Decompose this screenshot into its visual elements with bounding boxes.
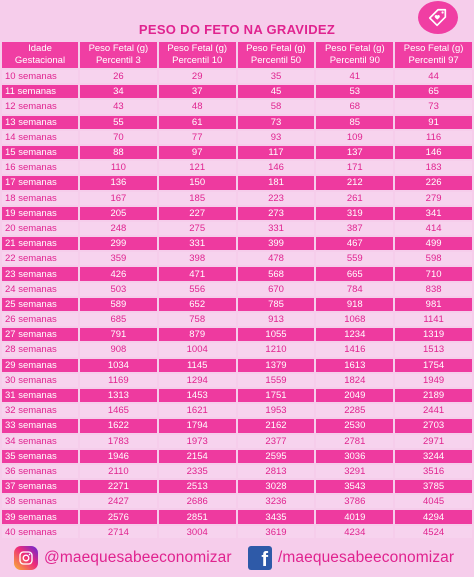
- weight-cell: 1621: [159, 404, 236, 417]
- table-row: [2, 343, 472, 356]
- weight-cell: 2851: [159, 510, 236, 523]
- weight-cell: 3291: [316, 465, 393, 478]
- table-row: [2, 161, 472, 174]
- weight-cell: 499: [395, 237, 472, 250]
- table-row: [2, 192, 472, 205]
- weight-cell: 185: [159, 192, 236, 205]
- weight-cell: 399: [238, 237, 315, 250]
- weight-cell: 1953: [238, 404, 315, 417]
- table-row: [2, 207, 472, 220]
- table-row: [2, 480, 472, 493]
- instagram-handle: @maequesabeeconomizar: [44, 549, 232, 566]
- weight-cell: 838: [395, 283, 472, 296]
- weight-cell: 426: [80, 267, 157, 280]
- table-row: [2, 359, 472, 372]
- gestational-age-cell: 11 semanas: [2, 85, 78, 98]
- weight-cell: 467: [316, 237, 393, 250]
- weight-cell: 299: [80, 237, 157, 250]
- weight-cell: 913: [238, 313, 315, 326]
- gestational-age-cell: 39 semanas: [2, 510, 78, 523]
- weight-cell: 2285: [316, 404, 393, 417]
- gestational-age-cell: 38 semanas: [2, 495, 78, 508]
- weight-cell: 227: [159, 207, 236, 220]
- weight-cell: 48: [159, 100, 236, 113]
- gestational-age-cell: 12 semanas: [2, 100, 78, 113]
- fetal-weight-table: [0, 40, 474, 541]
- weight-cell: 652: [159, 298, 236, 311]
- weight-cell: 1465: [80, 404, 157, 417]
- table-row: [2, 465, 472, 478]
- weight-cell: 97: [159, 146, 236, 159]
- weight-cell: 77: [159, 131, 236, 144]
- weight-cell: 3036: [316, 450, 393, 463]
- facebook-glyph: f: [261, 549, 268, 571]
- weight-cell: 1794: [159, 419, 236, 432]
- table-row: [2, 252, 472, 265]
- weight-cell: 2686: [159, 495, 236, 508]
- weight-cell: 3543: [316, 480, 393, 493]
- weight-cell: 212: [316, 176, 393, 189]
- weight-cell: 568: [238, 267, 315, 280]
- header-percentile-4: Peso Fetal (g) Percentil 90: [316, 42, 393, 68]
- header-percentile-1: Peso Fetal (g) Percentil 3: [80, 42, 157, 68]
- weight-cell: 171: [316, 161, 393, 174]
- facebook-handle: /maequesabeeconomizar: [278, 549, 455, 566]
- weight-cell: 1513: [395, 343, 472, 356]
- weight-cell: 3004: [159, 526, 236, 539]
- weight-cell: 4524: [395, 526, 472, 539]
- weight-cell: 2110: [80, 465, 157, 478]
- table-row: [2, 526, 472, 539]
- table-row: [2, 237, 472, 250]
- weight-cell: 478: [238, 252, 315, 265]
- gestational-age-cell: 34 semanas: [2, 435, 78, 448]
- table-row: [2, 70, 472, 83]
- weight-cell: 559: [316, 252, 393, 265]
- gestational-age-cell: 31 semanas: [2, 389, 78, 402]
- weight-cell: 273: [238, 207, 315, 220]
- weight-cell: 91: [395, 116, 472, 129]
- weight-cell: 85: [316, 116, 393, 129]
- weight-cell: 359: [80, 252, 157, 265]
- table-row: [2, 328, 472, 341]
- weight-cell: 670: [238, 283, 315, 296]
- weight-cell: 4019: [316, 510, 393, 523]
- weight-cell: 3516: [395, 465, 472, 478]
- weight-cell: 414: [395, 222, 472, 235]
- weight-cell: 1294: [159, 374, 236, 387]
- facebook-icon: [248, 546, 272, 570]
- table-row: [2, 435, 472, 448]
- weight-cell: 556: [159, 283, 236, 296]
- weight-cell: 1453: [159, 389, 236, 402]
- weight-cell: 791: [80, 328, 157, 341]
- weight-cell: 223: [238, 192, 315, 205]
- weight-cell: 70: [80, 131, 157, 144]
- weight-cell: 2049: [316, 389, 393, 402]
- weight-cell: 1055: [238, 328, 315, 341]
- weight-cell: 589: [80, 298, 157, 311]
- weight-cell: 2813: [238, 465, 315, 478]
- weight-cell: 398: [159, 252, 236, 265]
- weight-cell: 167: [80, 192, 157, 205]
- weight-cell: 116: [395, 131, 472, 144]
- weight-cell: 58: [238, 100, 315, 113]
- gestational-age-cell: 36 semanas: [2, 465, 78, 478]
- weight-cell: 2427: [80, 495, 157, 508]
- weight-cell: 331: [159, 237, 236, 250]
- weight-cell: 2441: [395, 404, 472, 417]
- table-row: [2, 116, 472, 129]
- weight-cell: 88: [80, 146, 157, 159]
- gestational-age-cell: 16 semanas: [2, 161, 78, 174]
- weight-cell: 1379: [238, 359, 315, 372]
- table-row: [2, 146, 472, 159]
- weight-cell: 2781: [316, 435, 393, 448]
- gestational-age-cell: 32 semanas: [2, 404, 78, 417]
- gestational-age-cell: 18 semanas: [2, 192, 78, 205]
- weight-cell: 981: [395, 298, 472, 311]
- weight-cell: 1034: [80, 359, 157, 372]
- weight-cell: 73: [238, 116, 315, 129]
- weight-cell: 503: [80, 283, 157, 296]
- table-row: [2, 267, 472, 280]
- weight-cell: 1973: [159, 435, 236, 448]
- weight-cell: 2530: [316, 419, 393, 432]
- weight-cell: 150: [159, 176, 236, 189]
- weight-cell: 68: [316, 100, 393, 113]
- weight-cell: 908: [80, 343, 157, 356]
- weight-cell: 1754: [395, 359, 472, 372]
- weight-cell: 3435: [238, 510, 315, 523]
- weight-cell: 65: [395, 85, 472, 98]
- weight-cell: 4045: [395, 495, 472, 508]
- weight-cell: 2189: [395, 389, 472, 402]
- gestational-age-cell: 30 semanas: [2, 374, 78, 387]
- weight-cell: 1946: [80, 450, 157, 463]
- weight-cell: 2595: [238, 450, 315, 463]
- table-row: [2, 283, 472, 296]
- weight-cell: 2154: [159, 450, 236, 463]
- social-footer: [0, 538, 474, 577]
- weight-cell: 2513: [159, 480, 236, 493]
- table-row: [2, 85, 472, 98]
- weight-cell: 2714: [80, 526, 157, 539]
- weight-cell: 37: [159, 85, 236, 98]
- gestational-age-cell: 27 semanas: [2, 328, 78, 341]
- weight-cell: 279: [395, 192, 472, 205]
- weight-cell: 1234: [316, 328, 393, 341]
- gestational-age-cell: 13 semanas: [2, 116, 78, 129]
- table-row: [2, 389, 472, 402]
- weight-cell: 685: [80, 313, 157, 326]
- weight-cell: 1613: [316, 359, 393, 372]
- weight-cell: 3785: [395, 480, 472, 493]
- weight-cell: 2335: [159, 465, 236, 478]
- gestational-age-cell: 40 semanas: [2, 526, 78, 539]
- weight-cell: 879: [159, 328, 236, 341]
- gestational-age-cell: 10 semanas: [2, 70, 78, 83]
- weight-cell: 1949: [395, 374, 472, 387]
- table-row: [2, 495, 472, 508]
- weight-cell: 146: [395, 146, 472, 159]
- weight-cell: 2377: [238, 435, 315, 448]
- weight-cell: 181: [238, 176, 315, 189]
- table-body: [2, 70, 472, 539]
- weight-cell: 1622: [80, 419, 157, 432]
- facebook-link[interactable]: [248, 546, 454, 570]
- weight-cell: 2576: [80, 510, 157, 523]
- gestational-age-cell: 15 semanas: [2, 146, 78, 159]
- weight-cell: 45: [238, 85, 315, 98]
- weight-cell: 26: [80, 70, 157, 83]
- weight-cell: 1004: [159, 343, 236, 356]
- gestational-age-cell: 29 semanas: [2, 359, 78, 372]
- table-row: [2, 404, 472, 417]
- weight-cell: 2162: [238, 419, 315, 432]
- instagram-icon: [14, 546, 38, 570]
- weight-cell: 3028: [238, 480, 315, 493]
- weight-cell: 117: [238, 146, 315, 159]
- header-age: Idade Gestacional: [2, 42, 78, 68]
- weight-cell: 1319: [395, 328, 472, 341]
- weight-cell: 29: [159, 70, 236, 83]
- table-row: [2, 374, 472, 387]
- weight-cell: 1824: [316, 374, 393, 387]
- weight-cell: 710: [395, 267, 472, 280]
- weight-cell: 1145: [159, 359, 236, 372]
- weight-cell: 275: [159, 222, 236, 235]
- table-row: [2, 419, 472, 432]
- weight-cell: 4234: [316, 526, 393, 539]
- weight-cell: 918: [316, 298, 393, 311]
- weight-cell: 261: [316, 192, 393, 205]
- gestational-age-cell: 21 semanas: [2, 237, 78, 250]
- table-row: [2, 222, 472, 235]
- weight-cell: 43: [80, 100, 157, 113]
- weight-cell: 93: [238, 131, 315, 144]
- weight-cell: 226: [395, 176, 472, 189]
- table-row: [2, 298, 472, 311]
- page-title: PESO DO FETO NA GRAVIDEZ: [138, 22, 336, 37]
- gestational-age-cell: 14 semanas: [2, 131, 78, 144]
- weight-cell: 3236: [238, 495, 315, 508]
- weight-cell: 758: [159, 313, 236, 326]
- gestational-age-cell: 37 semanas: [2, 480, 78, 493]
- weight-cell: 319: [316, 207, 393, 220]
- header-percentile-5: Peso Fetal (g) Percentil 97: [395, 42, 472, 68]
- weight-cell: 1169: [80, 374, 157, 387]
- weight-cell: 3619: [238, 526, 315, 539]
- gestational-age-cell: 17 semanas: [2, 176, 78, 189]
- weight-cell: 53: [316, 85, 393, 98]
- table-row: [2, 131, 472, 144]
- header-percentile-3: Peso Fetal (g) Percentil 50: [238, 42, 315, 68]
- gestational-age-cell: 20 semanas: [2, 222, 78, 235]
- gestational-age-cell: 19 semanas: [2, 207, 78, 220]
- gestational-age-cell: 25 semanas: [2, 298, 78, 311]
- weight-cell: 1141: [395, 313, 472, 326]
- weight-cell: 109: [316, 131, 393, 144]
- table-row: [2, 450, 472, 463]
- weight-cell: 44: [395, 70, 472, 83]
- table-row: [2, 313, 472, 326]
- gestational-age-cell: 33 semanas: [2, 419, 78, 432]
- weight-cell: 41: [316, 70, 393, 83]
- gestational-age-cell: 24 semanas: [2, 283, 78, 296]
- gestational-age-cell: 26 semanas: [2, 313, 78, 326]
- weight-cell: 3786: [316, 495, 393, 508]
- weight-cell: 1210: [238, 343, 315, 356]
- weight-cell: 34: [80, 85, 157, 98]
- weight-cell: 665: [316, 267, 393, 280]
- weight-cell: 205: [80, 207, 157, 220]
- weight-cell: 183: [395, 161, 472, 174]
- gestational-age-cell: 23 semanas: [2, 267, 78, 280]
- weight-cell: 1783: [80, 435, 157, 448]
- gestational-age-cell: 28 semanas: [2, 343, 78, 356]
- table-row: [2, 176, 472, 189]
- weight-cell: 1068: [316, 313, 393, 326]
- weight-cell: 387: [316, 222, 393, 235]
- weight-cell: 110: [80, 161, 157, 174]
- weight-cell: 784: [316, 283, 393, 296]
- weight-cell: 471: [159, 267, 236, 280]
- weight-cell: 121: [159, 161, 236, 174]
- weight-cell: 1559: [238, 374, 315, 387]
- weight-cell: 136: [80, 176, 157, 189]
- gestational-age-cell: 22 semanas: [2, 252, 78, 265]
- header-percentile-2: Peso Fetal (g) Percentil 10: [159, 42, 236, 68]
- table-row: [2, 510, 472, 523]
- weight-cell: 35: [238, 70, 315, 83]
- instagram-link[interactable]: [14, 546, 232, 570]
- weight-cell: 4294: [395, 510, 472, 523]
- table-row: [2, 100, 472, 113]
- weight-cell: 1751: [238, 389, 315, 402]
- weight-cell: 73: [395, 100, 472, 113]
- weight-cell: 248: [80, 222, 157, 235]
- weight-cell: 785: [238, 298, 315, 311]
- table-header-row: [2, 42, 472, 68]
- weight-cell: 1313: [80, 389, 157, 402]
- weight-cell: 331: [238, 222, 315, 235]
- weight-cell: 137: [316, 146, 393, 159]
- weight-cell: 1416: [316, 343, 393, 356]
- weight-cell: 2971: [395, 435, 472, 448]
- weight-cell: 341: [395, 207, 472, 220]
- weight-cell: 598: [395, 252, 472, 265]
- gestational-age-cell: 35 semanas: [2, 450, 78, 463]
- weight-cell: 2703: [395, 419, 472, 432]
- weight-cell: 3244: [395, 450, 472, 463]
- weight-cell: 61: [159, 116, 236, 129]
- weight-cell: 146: [238, 161, 315, 174]
- weight-cell: 55: [80, 116, 157, 129]
- weight-cell: 2271: [80, 480, 157, 493]
